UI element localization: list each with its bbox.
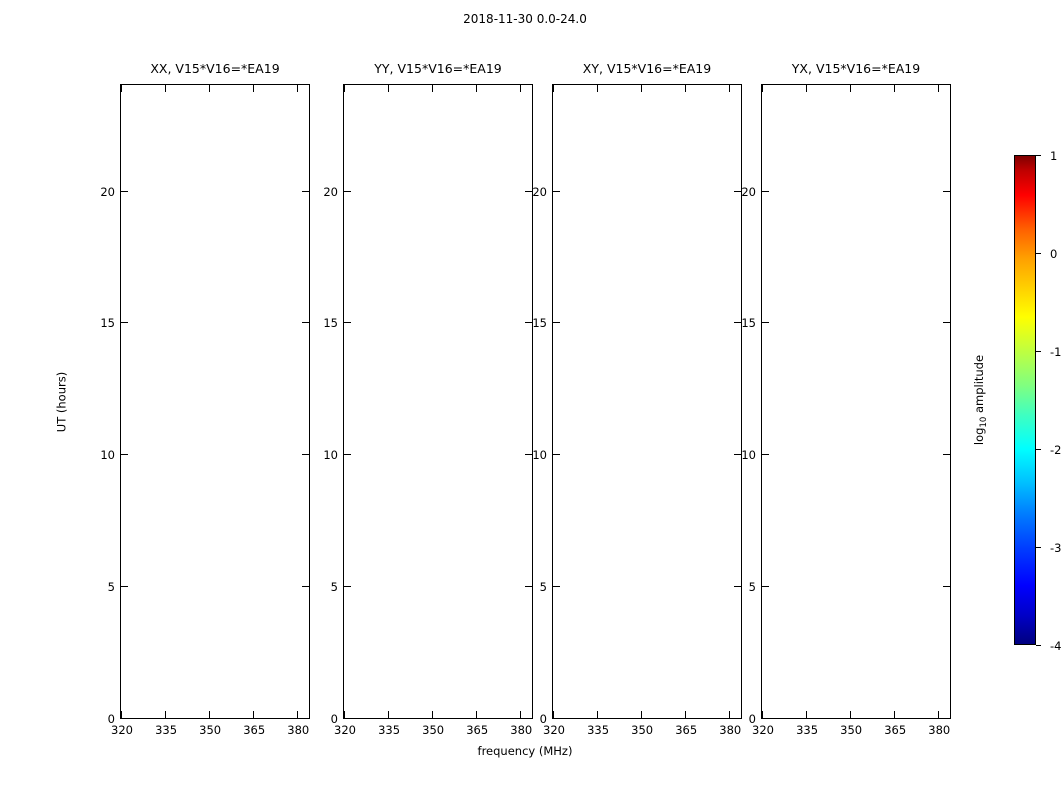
ytick-label: 15 (741, 316, 756, 331)
colorbar-tick-label: -1 (1050, 345, 1061, 359)
xtick-label: 365 (243, 723, 266, 737)
xtick-label: 320 (752, 723, 774, 737)
xtick-label: 365 (675, 723, 698, 737)
ytick-label: 0 (748, 712, 756, 726)
ytick-label: 5 (539, 580, 547, 595)
colorbar-tick-label: -4 (1050, 639, 1061, 653)
xtick-label: 320 (543, 723, 565, 737)
xtick-label: 335 (155, 723, 178, 737)
xtick-label: 380 (719, 723, 742, 737)
xtick-label: 365 (466, 723, 489, 737)
colorbar-label (973, 355, 991, 445)
ytick-label: 5 (107, 580, 115, 595)
colorbar (1014, 149, 1061, 653)
ytick-label: 10 (100, 448, 115, 463)
panel-xx (100, 61, 310, 737)
xtick-label: 380 (287, 723, 310, 737)
colorbar-tick-label: -2 (1050, 443, 1061, 457)
panel-title-xy: XY, V15*V16=*EA19 (582, 61, 712, 76)
ytick-label: 15 (100, 316, 115, 331)
ytick-label: 0 (330, 712, 338, 726)
xtick-label: 380 (928, 723, 951, 737)
ytick-label: 20 (100, 184, 115, 199)
colorbar-label-base: log (971, 427, 986, 446)
x-axis-label: frequency (MHz) (477, 744, 573, 758)
ytick-label: 20 (323, 184, 338, 199)
figure-suptitle: 2018-11-30 0.0-24.0 (463, 12, 587, 26)
colorbar-tick-label: -3 (1050, 541, 1061, 555)
ytick-label: 0 (107, 712, 115, 726)
colorbar-tick-label: 0 (1050, 247, 1058, 261)
ytick-label: 10 (323, 448, 338, 463)
xtick-label: 380 (510, 723, 533, 737)
colorbar-label-sub: 10 (979, 416, 990, 428)
panel-title-xx: XX, V15*V16=*EA19 (150, 61, 280, 76)
colorbar-label-rest: amplitude (971, 354, 986, 417)
ytick-label: 10 (741, 448, 756, 463)
xtick-label: 335 (378, 723, 401, 737)
colorbar-gradient (1014, 155, 1036, 645)
ytick-label: 0 (539, 712, 547, 726)
xtick-label: 350 (422, 723, 445, 737)
axes-area-yx (741, 84, 951, 737)
panel-yy (323, 61, 533, 737)
colorbar-tick-label: 1 (1050, 149, 1058, 163)
xtick-label: 350 (840, 723, 863, 737)
xtick-label: 320 (111, 723, 133, 737)
axes-area-yy (323, 84, 533, 737)
xtick-label: 350 (199, 723, 222, 737)
ytick-label: 20 (532, 184, 547, 199)
panel-xy (532, 61, 742, 737)
xtick-label: 335 (796, 723, 819, 737)
ytick-label: 5 (330, 580, 338, 595)
xtick-label: 320 (334, 723, 356, 737)
xtick-label: 350 (631, 723, 654, 737)
ytick-label: 15 (323, 316, 338, 331)
ytick-label: 5 (748, 580, 756, 595)
ytick-label: 20 (741, 184, 756, 199)
xtick-label: 335 (587, 723, 610, 737)
y-axis-label: UT (hours) (54, 371, 69, 433)
panel-title-yy: YY, V15*V16=*EA19 (374, 61, 502, 76)
axes-area-xy (532, 84, 742, 737)
panel-yx (741, 61, 951, 737)
ytick-label: 10 (532, 448, 547, 463)
axes-area-xx (100, 84, 310, 737)
xtick-label: 365 (884, 723, 907, 737)
ytick-label: 15 (532, 316, 547, 331)
panel-title-yx: YX, V15*V16=*EA19 (791, 61, 921, 76)
